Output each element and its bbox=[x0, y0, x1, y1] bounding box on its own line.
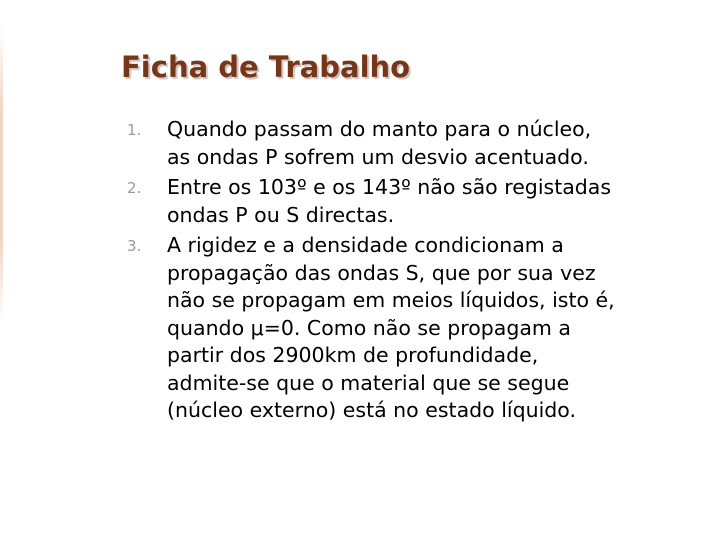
list-item-line: Quando passam do manto para o núcleo, bbox=[167, 117, 592, 141]
slide-title: Ficha de Trabalho bbox=[121, 50, 411, 84]
numbered-list bbox=[127, 116, 717, 428]
list-item-line: A rigidez e a densidade condicionam a bbox=[167, 233, 564, 257]
list-item-line: ondas P ou S directas. bbox=[167, 202, 395, 227]
list-item-line: partir dos 2900km de profundidade, bbox=[167, 343, 539, 367]
list-item-number: 2. bbox=[127, 179, 142, 197]
list-item-line: não se propagam em meios líquidos, isto é, bbox=[167, 288, 615, 312]
list-item-line: propagação das ondas S, que por sua vez bbox=[167, 260, 596, 285]
list-item bbox=[127, 116, 717, 171]
list-item-number: 3. bbox=[127, 237, 142, 255]
list-item bbox=[127, 232, 717, 425]
list-item-line: quando μ=0. Como não se propagam a bbox=[167, 315, 571, 340]
decorative-edge-line bbox=[0, 24, 3, 324]
list-item-line: as ondas P sofrem um desvio acentuado. bbox=[167, 144, 589, 169]
list-item-line: Entre os 103º e os 143º não são registadas bbox=[167, 175, 612, 199]
list-item-number: 1. bbox=[127, 121, 142, 139]
list-item bbox=[127, 174, 717, 229]
list-item-line: admite-se que o material que se segue bbox=[167, 370, 570, 395]
list-item-line: (núcleo externo) está no estado líquido. bbox=[167, 398, 576, 422]
